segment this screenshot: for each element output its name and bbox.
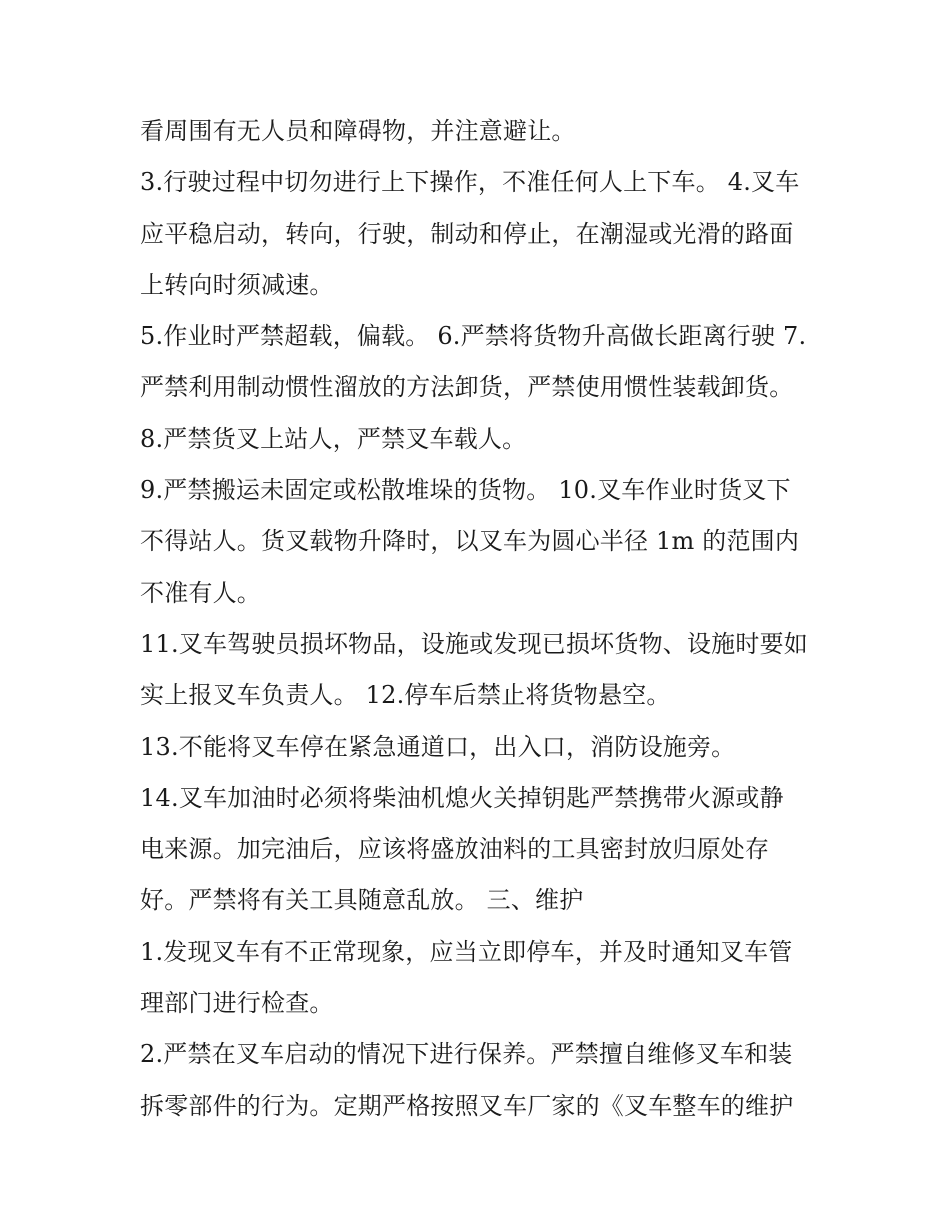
text-line: 2.严禁在叉车启动的情况下进行保养。严禁擅自维修叉车和装 (140, 1040, 793, 1069)
text-line: 理部门进行检查。 (140, 989, 334, 1018)
text-line: 5.作业时严禁超载，偏载。 6.严禁将货物升高做长距离行驶 7. (140, 322, 807, 351)
text-line: 看周围有无人员和障碍物，并注意避让。 (140, 117, 576, 145)
text-line: 8.严禁货叉上站人，严禁叉车载人。 (140, 424, 527, 453)
text-line: 实上报叉车负责人。 12.停车后禁止将货物悬空。 (140, 681, 671, 710)
text-line: 拆零部件的行为。定期严格按照叉车厂家的《叉车整车的维护 (140, 1091, 794, 1120)
text-line: 1.发现叉车有不正常现象，应当立即停车，并及时通知叉车管 (140, 937, 793, 966)
text-line: 9.严禁搬运未固定或松散堆垛的货物。 10.叉车作业时货叉下 (140, 476, 791, 505)
text-line: 上转向时须减速。 (140, 270, 334, 299)
text-line: 电来源。加完油后，应该将盛放油料的工具密封放归原处存 (140, 835, 770, 864)
text-line: 应平稳启动，转向，行驶，制动和停止，在潮湿或光滑的路面 (140, 219, 794, 248)
text-line: 3.行驶过程中切勿进行上下操作，不准任何人上下车。 4.叉车 (140, 168, 800, 197)
text-line: 14.叉车加油时必须将柴油机熄火关掉钥匙严禁携带火源或静 (140, 783, 784, 812)
text-line: 不得站人。货叉载物升降时，以叉车为圆心半径 1m 的范围内 (140, 527, 800, 556)
text-line: 13.不能将叉车停在紧急通道口，出入口，消防设施旁。 (140, 732, 736, 761)
text-line: 11.叉车驾驶员损坏物品，设施或发现已损坏货物、设施时要如 (140, 629, 808, 658)
text-line: 好。严禁将有关工具随意乱放。 三、维护 (140, 886, 584, 915)
text-line: 严禁利用制动惯性溜放的方法卸货，严禁使用惯性装载卸货。 (140, 373, 794, 402)
text-line: 不准有人。 (140, 578, 261, 607)
